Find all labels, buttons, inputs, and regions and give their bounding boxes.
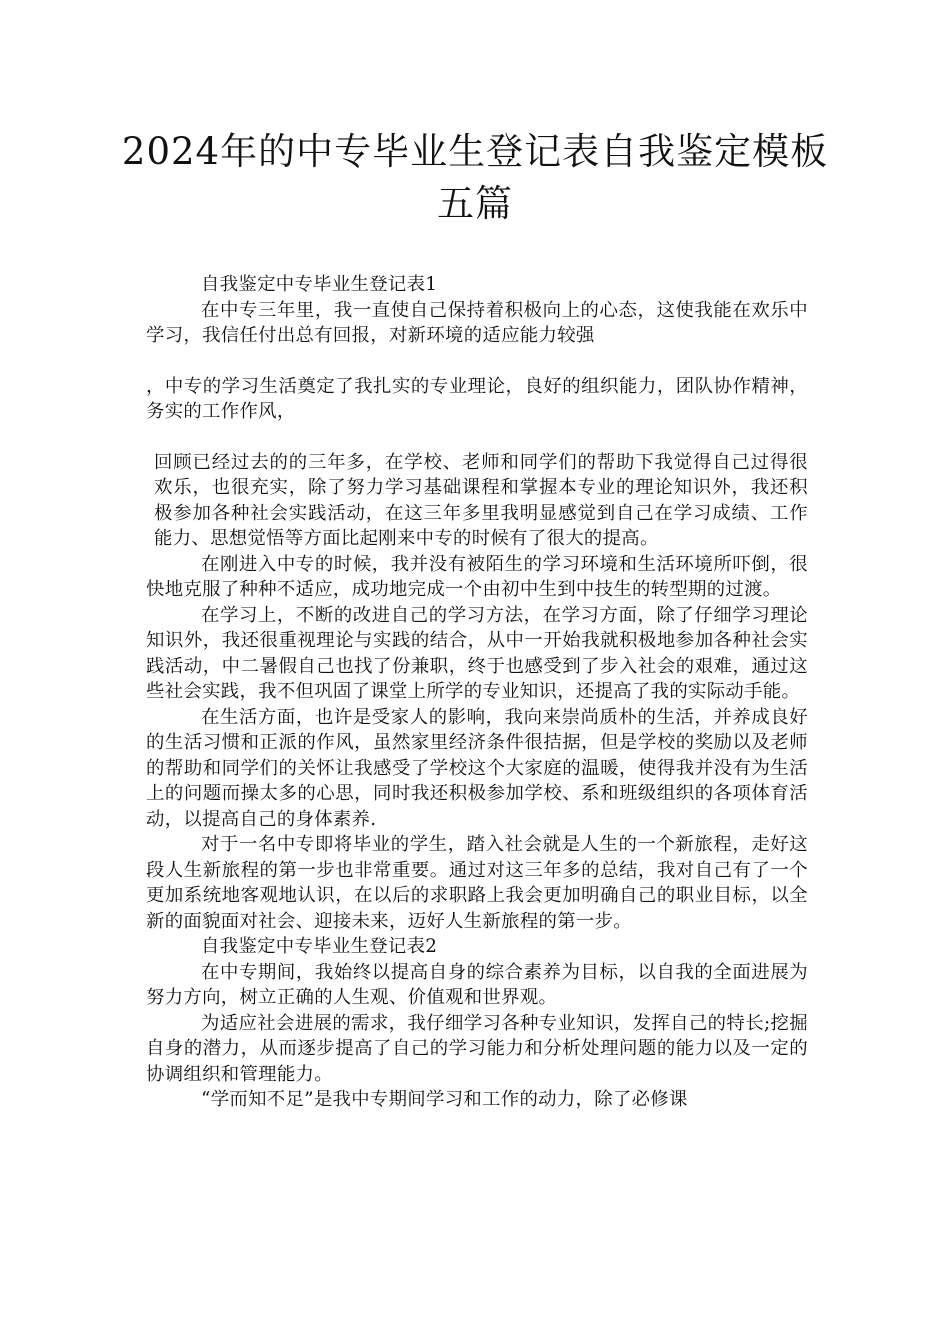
blank-line: [146, 425, 808, 450]
section-heading-2: 自我鉴定中专毕业生登记表2: [201, 936, 438, 957]
paragraph: 在中专三年里，我一直使自己保持着积极向上的心态，这使我能在欢乐中学习，我信任付出总有回报，对新环境的适应能力较强: [146, 299, 808, 346]
paragraph: 为适应社会进展的需求，我仔细学习各种专业知识，发挥自己的特长;挖掘自身的潜力，从而逐步提高了自己的学习能力和分析处理问题的能力以及一定的协调组织和管理能力。: [146, 1012, 808, 1085]
title-line-2: 五篇: [437, 182, 513, 225]
paragraph: 在刚进入中专的时候，我并没有被陌生的学习环境和生活环境所吓倒，很快地克服了种种不适应，成功地完成一个由初中生到中技生的转型期的过渡。: [146, 553, 808, 600]
document-body: [146, 272, 808, 1113]
paragraph: 在学习上，不断的改进自己的学习方法，在学习方面，除了仔细学习理论知识外，我还很重视理论与实践的结合，从中一开始我就积极地参加各种社会实践活动，中二暑假自己也找了份兼职，终于也感受到了步入社会的艰难，通过这些社会实践，我不但巩固了课堂上所学的专业知识，还提高了我的实际动手能。: [146, 604, 808, 702]
paragraph: 在生活方面，也许是受家人的影响，我向来崇尚质朴的生活，并养成良好的生活习惯和正派的作风，虽然家里经济条件很拮据，但是学校的奖励以及老师的帮助和同学们的关怀让我感受了学校这个大家庭的温暖，使得我并没有为生活上的问题而操太多的心思，同时我还积极参加学校、系和班级组织的各项体育活动，以提高自己的身体素养.: [146, 706, 808, 830]
document-title: [100, 126, 850, 230]
paragraph: ，中专的学习生活奠定了我扎实的专业理论，良好的组织能力，团队协作精神，务实的工作作风，: [146, 375, 808, 422]
paragraph: “学而知不足”是我中专期间学习和工作的动力，除了必修课: [201, 1089, 688, 1110]
blank-line: [146, 349, 808, 374]
title-line-1: 2024年的中专毕业生登记表自我鉴定模板: [121, 130, 829, 173]
section-heading-1: 自我鉴定中专毕业生登记表1: [201, 274, 438, 295]
paragraph: 对于一名中专即将毕业的学生，踏入社会就是人生的一个新旅程，走好这段人生新旅程的第一步也非常重要。通过对这三年多的总结，我对自己有了一个更加系统地客观地认识，在以后的求职路上我会更加明确自己的职业目标，以全新的面貌面对社会、迎接未来，迈好人生新旅程的第一步。: [146, 834, 808, 932]
paragraph: 在中专期间，我始终以提高自身的综合素养为目标，以自我的全面进展为努力方向，树立正确的人生观、价值观和世界观。: [146, 961, 808, 1008]
paragraph: 回顾已经过去的的三年多，在学校、老师和同学们的帮助下我觉得自己过得很欢乐，也很充实，除了努力学习基础课程和掌握本专业的理论知识外，我还积极参加各种社会实践活动，在这三年多里我明显感觉到自己在学习成绩、工作能力、思想觉悟等方面比起刚来中专的时候有了很大的提高。: [154, 451, 808, 549]
